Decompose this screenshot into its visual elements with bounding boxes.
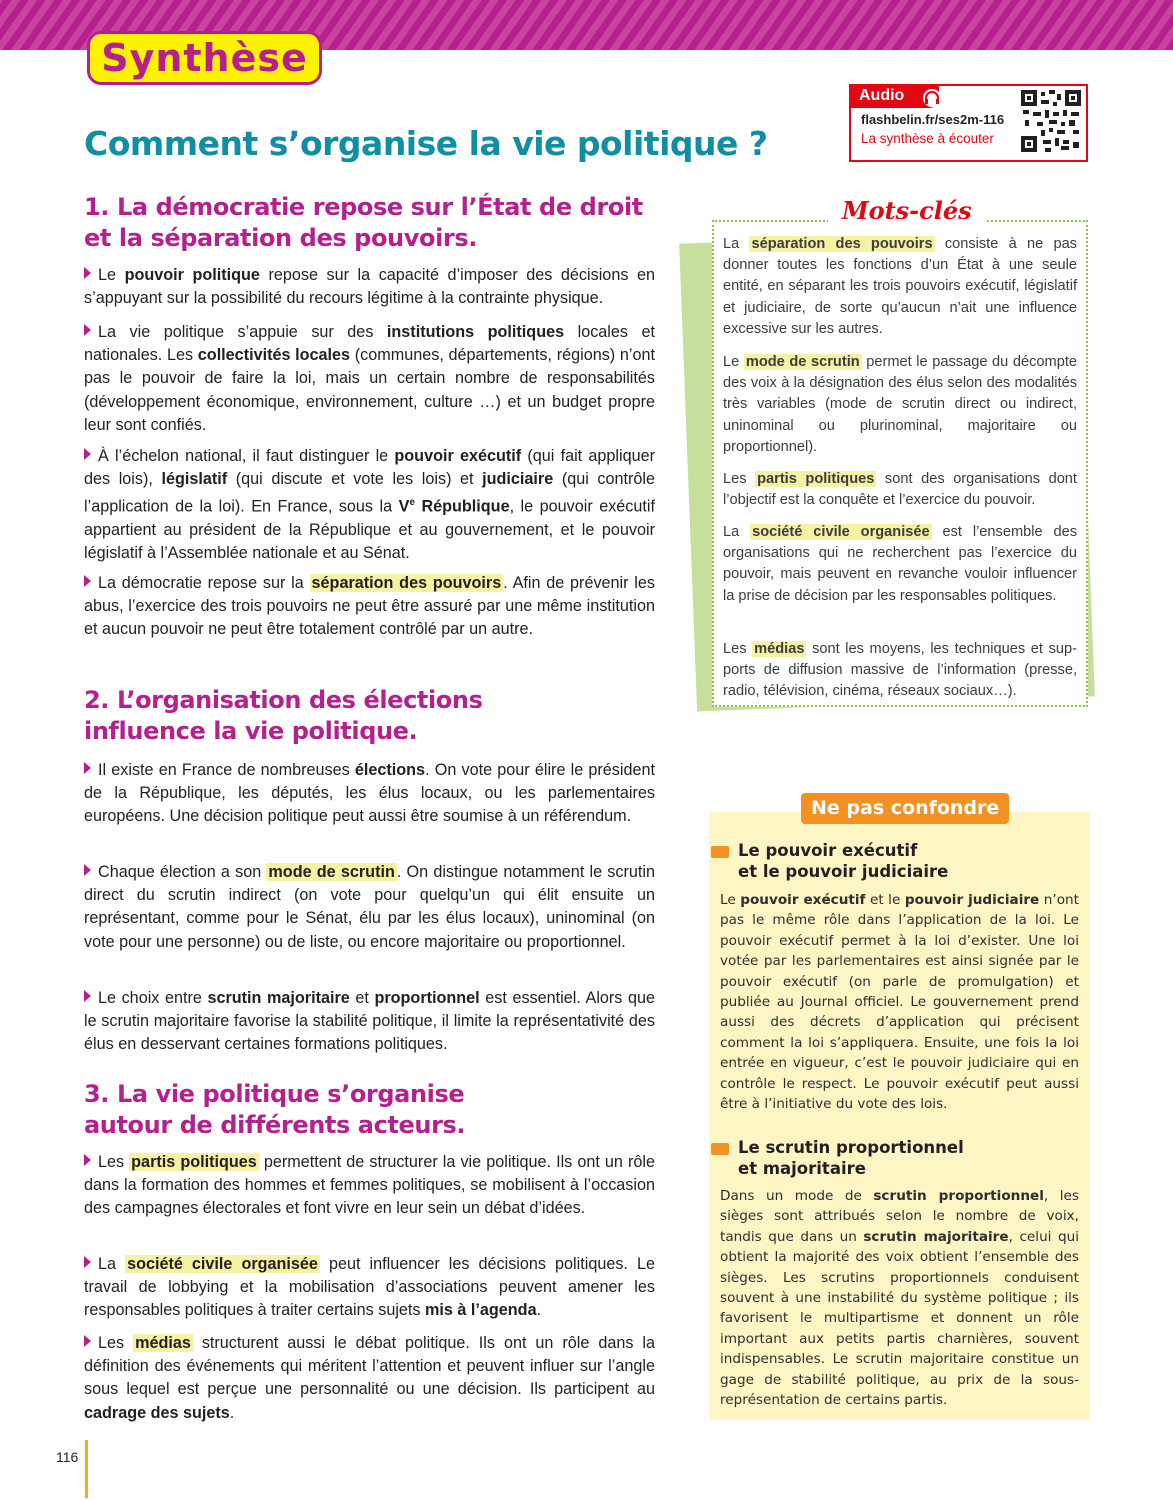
section3-paragraph-3: Les médias structurent aussi le débat politique. Ils ont un rôle dans la définition des événements qui méritent l’attention et peuvent influer sur l’angle sous lequel est perçue une personnalité ou une décision. Ils participent au cadrage des sujets. [84,1334,655,1422]
mots-cles-entry-1: La séparation des pouvoirs consiste à ne pas donner toutes les fonctions d’un État à une seule entité, en séparant les trois pouvoirs exécutif, législatif et judiciaire, de sorte qu’aucun n’ait une influence excessive sur les autres. [723,236,1077,337]
headphones-icon [921,88,943,108]
bullet-icon [84,990,91,1002]
bullet-icon [84,267,91,279]
bullet-icon [84,1335,91,1347]
page-number: 116 [56,1449,79,1465]
ne-pas-confondre-tag: Ne pas confondre [801,793,1009,824]
highlight-partis-politiques: partis politiques [131,1153,257,1171]
audio-box[interactable] [849,84,1088,162]
section3-paragraph-1: Les partis politiques permettent de structurer la vie politique. Ils ont un rôle dans la formation des hommes et femmes politiques, se mobilisent à l’occasion des campagnes électorales et font vivre en leur sein un débat d’idées. [84,1153,655,1218]
section1-paragraph-1: Le pouvoir politique repose sur la capacité d’imposer des décisions en s’appuyant sur la possibilité du recours légitime à la contrainte physique. [84,266,655,308]
highlight-societe-civile: société civile organisée [127,1255,318,1273]
bullet-icon [84,1154,91,1166]
mots-cles-entry-2: Le mode de scrutin permet le passage du décompte des voix à la désignation des élus selon des modalités très variables (mode de scrutin direct ou indirect, uninominal ou plurinominal, majoritaire ou proportionnel). [723,354,1077,455]
highlight-medias: médias [135,1334,191,1352]
bullet-icon [84,575,91,587]
highlight-separation-pouvoirs: séparation des pouvoirs [311,574,502,592]
np-block2-heading: Le scrutin proportionnel et majoritaire [738,1138,964,1178]
qr-code[interactable] [1021,90,1081,152]
section2-paragraph-2: Chaque élection a son mode de scrutin . On distingue notamment le scrutin direct du scrutin indirect (on vote pour quelqu’un qui élit ensuite un représentant, comme pour le Sénat, élu par les élus locaux), uninominal (on vote pour une personne) ou de liste, ou encore majoritaire ou proportionnel. [84,863,655,951]
section2-heading-line1: 2. L’organisation des élections [84,686,483,714]
bullet-icon [84,762,91,774]
np-block1-text: Le pouvoir exécutif et le pouvoir judiciaire n’ont pas le même rôle dans l’application de la loi. Le pouvoir exécutif permet à la loi d’exister. Une loi votée par les parlementaires est ainsi signée par le pouvoir exécutif (on parle de promulgation) et publiée au Journal officiel. Le gouvernement prend aussi des décrets d’application qui précisent comment la loi s’appliquera. Ensuite, une fois la loi entrée en vigueur, c’est le pouvoir judiciaire qui en contrôle le respect. Le pouvoir exécutif peut aussi être à l’initiative du vote des lois. [720,892,1079,1113]
section2-heading-line2: influence la vie politique. [84,717,418,745]
audio-url[interactable]: flashbelin.fr/ses2m-116 [861,112,1005,127]
bullet-icon [84,324,91,336]
highlight-mode-scrutin: mode de scrutin [268,863,395,881]
mots-cles-entry-5: Les médias sont les moyens, les techniques et supports de diffusion massive de l’information (presse, radio, télévision, cinéma, réseaux sociaux…). [723,641,1077,700]
mots-cles-entry-3: Les partis politiques sont des organisations dont l’objectif est la conquête et l’exercice du pouvoir. [723,471,1077,509]
orange-square-icon [711,846,729,858]
np-block1-heading: Le pouvoir exécutif et le pouvoir judiciaire [738,841,949,881]
section1-heading-line1: 1. La démocratie repose sur l’État de droit [84,193,643,221]
section1-heading-line2: et la séparation des pouvoirs. [84,224,477,252]
audio-label: Audio [859,87,905,104]
section2-paragraph-3: Le choix entre scrutin majoritaire et proportionnel est essentiel. Alors que le scrutin majoritaire favorise la stabilité politique, il limite la représentativité des élus en desservant certaines formations politiques. [84,989,655,1054]
bullet-icon [84,1256,91,1268]
section3-heading-line2: autour de différents acteurs. [84,1111,466,1139]
section3-heading [84,1079,465,1141]
orange-square-icon [711,1143,729,1155]
section3-heading-line1: 3. La vie politique s’organise [84,1080,465,1108]
section3-paragraph-2: La société civile organisée peut influencer les décisions politiques. Le travail de lobbying et la mobilisation d’associations peuvent amener les responsables politiques à traiter certains sujets mis à l’agenda. [84,1255,655,1320]
section1-paragraph-4: La démocratie repose sur la séparation des pouvoirs . Afin de prévenir les abus, l’exercice des trois pouvoirs ne peut être assuré par une même institution et aucun pouvoir ne peut être totalement contrôlé par un autre. [84,574,655,639]
mots-cles-title: Mots-clés [828,196,986,225]
section1-paragraph-3: À l’échelon national, il faut distinguer le pouvoir exécutif (qui fait appliquer des lois), législatif (qui discute et vote les lois) et judiciaire (qui contrôle l’application de la loi). En France, sous la Ve République, le pouvoir exécutif appartient au président de la République et au gouvernement, et le pouvoir législatif à l’Assemblée nationale et au Sénat. [84,447,656,563]
page-number-bar [85,1440,88,1498]
page-title: Comment s’organise la vie politique ? [84,124,768,163]
section2-heading [84,685,482,747]
section2-paragraph-1: Il existe en France de nombreuses élections. On vote pour élire le président de la République, les députés, les élus locaux, ou les parlementaires européens. Une décision politique peut aussi être soumise à un référendum. [84,761,655,826]
audio-subtitle: La synthèse à écouter [861,131,994,146]
bullet-icon [84,448,91,460]
synthese-badge: Synthèse [87,31,322,85]
bullet-icon [84,864,91,876]
section1-paragraph-2: La vie politique s’appuie sur des institutions politiques locales et nationales. Les collectivités locales (communes, départements, régions) n’ont pas le pouvoir de faire la loi, mais un certain nombre de responsabilités (développement économique, environnement, culture …) et un budget propre leur sont confiés. [84,323,655,434]
np-block2-text: Dans un mode de scrutin proportionnel, les sièges sont attribués selon le nombre de voix, tandis que dans un scrutin majoritaire, celui qui obtient la majorité des voix obtient l’ensemble des sièges. Les scrutins proportionnels conduisent souvent à une instabilité du système politique ; ils favorisent le multipartisme et donnent un rôle important aux petits partis charnières, souvent indispensables. Le scrutin majoritaire constitue un gage de stabilité politique, au prix de la sous-représentation de certains partis. [720,1188,1079,1409]
mots-cles-entry-4: La société civile organisée est l’ensemble des organisations qui ne recherchent pas l’exercice du pouvoir, mais peuvent en revanche vouloir influencer la prise de décision par les responsables politiques. [723,524,1077,604]
section1-heading [84,192,643,254]
